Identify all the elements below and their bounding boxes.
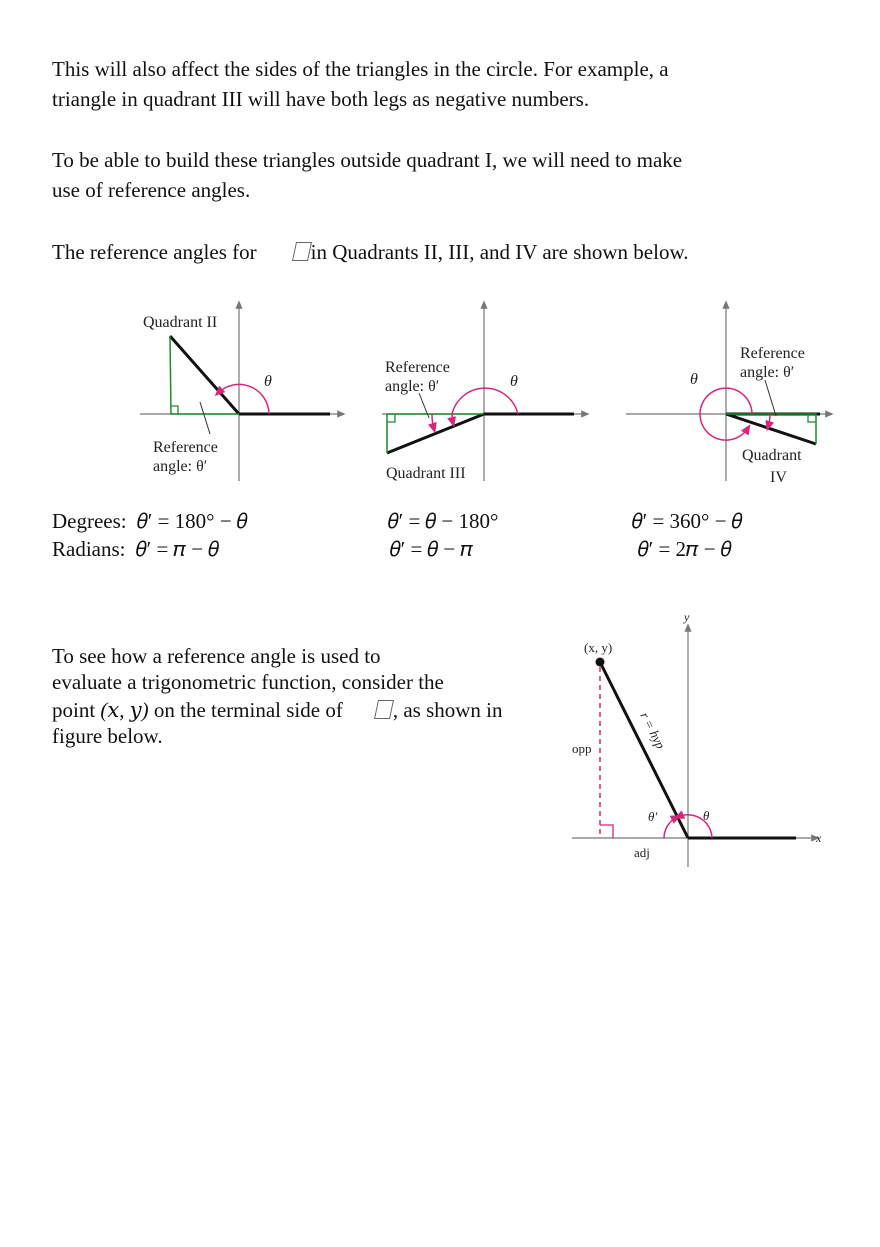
q3-ref-line1: Reference [385,359,450,376]
q2-ref-line2: angle: θ′ [153,458,208,475]
q3-ref-arc [432,414,434,429]
missing-theta-glyph-2 [374,700,394,719]
q2-title: Quadrant II [143,314,218,331]
q2-theta: θ [264,373,272,390]
trig-terminal-side [600,662,688,838]
trig-right-angle-mark [600,825,613,838]
q3-theta-arc [452,388,518,423]
radians-row-label [52,537,219,562]
degrees-row-label [52,509,248,534]
paragraph-4-point-coords: (𝑥, 𝑦) [100,698,149,722]
q3-terminal-side [387,414,484,453]
q4-ref-line1: Reference [740,345,805,362]
q2-ref-line1: Reference [153,439,218,456]
q4-theta: θ [690,371,698,388]
q2-ref-pointer [200,402,210,434]
q4-radians-formula: 𝜃′ = 2𝜋 − 𝜃 [638,537,732,561]
trig-theta-prime-arc [664,817,677,838]
q4-terminal-side [726,414,816,444]
q4-ref-arc [768,414,770,427]
figure-quadrant-2 [130,296,350,486]
figure-quadrant-4 [620,296,840,491]
q3-degrees-formula: 𝜃′ = 𝜃 − 180° [388,509,499,533]
paragraph-1-line-1: This will also affect the sides of the triangles in the circle. For example, a [52,57,669,81]
degrees-label: Degrees: [52,509,127,533]
q4-title-line2: IV [770,469,787,486]
trig-theta-prime-label: θ′ [648,809,658,824]
paragraph-3 [52,237,689,267]
trig-point-marker [596,658,605,667]
q4-ref-pointer [765,380,776,416]
q3-right-angle-mark [387,414,395,422]
trig-opp-label: opp [572,741,592,756]
paragraph-4-line-1: To see how a reference angle is used to [52,644,381,668]
q4-title-line1: Quadrant [742,447,802,464]
paragraph-4-line-4: figure below. [52,724,163,748]
trig-x-label: x [816,831,822,845]
figure-trig-point [560,605,835,870]
q2-degrees-formula: 𝜃′ = 180° − 𝜃 [137,509,248,533]
figure-quadrant-3 [374,296,594,486]
trig-theta-label: θ [703,808,710,823]
radians-label: Radians: [52,537,126,561]
paragraph-3-after: in Quadrants II, III, and IV are shown below. [310,240,689,264]
paragraph-4-point-word: point [52,698,96,722]
paragraph-2-line-2: use of reference angles. [52,178,251,202]
missing-theta-glyph [292,242,312,261]
paragraph-4-line-2: evaluate a trigonometric function, consider the [52,670,444,694]
trig-point-label: (x, y) [584,640,613,655]
paragraph-4-as-shown: , as shown in [392,698,503,722]
paragraph-4-terminal-side: on the terminal side of [153,698,343,722]
q3-ref-line2: angle: θ′ [385,378,440,395]
q4-ref-line2: angle: θ′ [740,364,795,381]
trig-y-label: y [684,610,690,624]
trig-hyp-label: r = hyp [637,709,669,752]
q4-degrees-formula: 𝜃′ = 360° − 𝜃 [632,509,743,533]
q2-right-angle-mark [171,406,178,414]
q3-radians-formula: 𝜃′ = 𝜃 − 𝜋 [390,537,473,561]
paragraph-1-line-2: triangle in quadrant III will have both legs as negative numbers. [52,87,590,111]
trig-adj-label: adj [634,845,650,860]
q3-theta: θ [510,373,518,390]
q3-title: Quadrant III [386,465,466,482]
q2-terminal-side [170,336,239,414]
paragraph-2-line-1: To be able to build these triangles outside quadrant I, we will need to make [52,148,683,172]
paragraph-3-before: The reference angles for [52,240,257,264]
q2-radians-formula: 𝜃′ = 𝜋 − 𝜃 [136,537,219,561]
